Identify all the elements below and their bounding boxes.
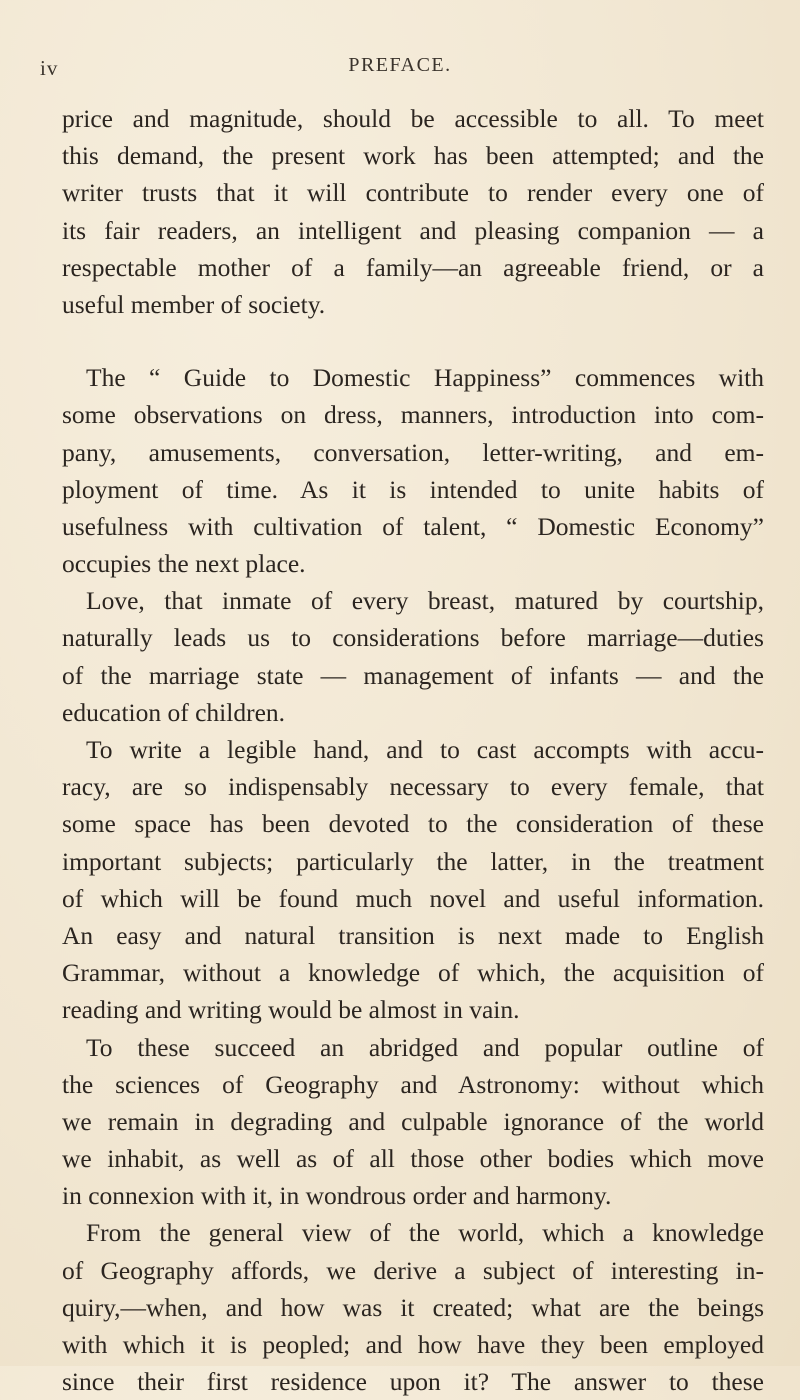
text-line: some observations on dress, manners, introduction into com- bbox=[62, 400, 764, 430]
text-line: To write a legible hand, and to cast accompts with accu- bbox=[86, 735, 764, 764]
text-line: The “ Guide to Domestic Happiness” commences with bbox=[86, 363, 764, 393]
text-line: its fair readers, an intelligent and pleasing companion — a bbox=[62, 215, 764, 245]
text-line: some space has been devoted to the consideration of these bbox=[62, 809, 764, 839]
paragraph bbox=[62, 100, 764, 323]
paragraph bbox=[62, 582, 764, 731]
text-line: From the general view of the world, which a knowledge bbox=[86, 1218, 764, 1248]
paragraph bbox=[62, 359, 764, 582]
text-line: occupies the next place. bbox=[62, 549, 306, 579]
text-line: since their first residence upon it? The answer to these bbox=[62, 1367, 764, 1397]
text-line: of Geography affords, we derive a subject of interesting in- bbox=[62, 1255, 764, 1285]
text-line: reading and writing would be almost in vain. bbox=[62, 995, 520, 1025]
text-line: pany, amusements, conversation, letter-writing, and em- bbox=[62, 437, 764, 467]
text-line: quiry,—when, and how was it created; what are the beings bbox=[62, 1292, 764, 1322]
body-text bbox=[62, 100, 764, 1400]
text-line: we remain in degrading and culpable ignorance of the world bbox=[62, 1106, 764, 1136]
text-line: of which will be found much novel and useful information. bbox=[62, 883, 764, 913]
text-line: in connexion with it, in wondrous order and harmony. bbox=[62, 1181, 612, 1211]
text-line: Love, that inmate of every breast, matured by courtship, bbox=[86, 586, 764, 616]
text-line: price and magnitude, should be accessible to all. To meet bbox=[62, 104, 764, 133]
text-line: this demand, the present work has been attempted; and the bbox=[62, 141, 764, 171]
paragraph bbox=[62, 1029, 764, 1215]
text-line: respectable mother of a family—an agreeable friend, or a bbox=[62, 252, 764, 282]
text-line: An easy and natural transition is next made to English bbox=[62, 920, 764, 950]
text-line: we inhabit, as well as of all those other bodies which move bbox=[62, 1144, 764, 1174]
text-line: ployment of time. As it is intended to unite habits of bbox=[62, 474, 764, 504]
page-number: iv bbox=[40, 56, 59, 80]
text-line: the sciences of Geography and Astronomy: without which bbox=[62, 1069, 764, 1099]
text-line: naturally leads us to considerations before marriage—duties bbox=[62, 623, 764, 653]
paragraph bbox=[62, 1214, 764, 1400]
text-line: writer trusts that it will contribute to render every one of bbox=[62, 178, 764, 208]
text-line: important subjects; particularly the latter, in the treatment bbox=[62, 846, 764, 876]
text-line: education of children. bbox=[62, 697, 286, 727]
text-line: usefulness with cultivation of talent, “ Domestic Economy” bbox=[62, 511, 764, 541]
text-line: of the marriage state — management of infants — and the bbox=[62, 660, 764, 690]
page-header bbox=[0, 52, 800, 82]
text-line: Grammar, without a knowledge of which, the acquisition of bbox=[62, 958, 764, 988]
running-head: PREFACE. bbox=[348, 54, 452, 76]
paragraph bbox=[62, 731, 764, 1029]
text-line: To these succeed an abridged and popular outline of bbox=[86, 1032, 764, 1062]
text-line: useful member of society. bbox=[62, 289, 326, 319]
text-line: with which it is peopled; and how have they been employed bbox=[62, 1330, 764, 1359]
text-line: racy, are so indispensably necessary to every female, that bbox=[62, 772, 764, 802]
